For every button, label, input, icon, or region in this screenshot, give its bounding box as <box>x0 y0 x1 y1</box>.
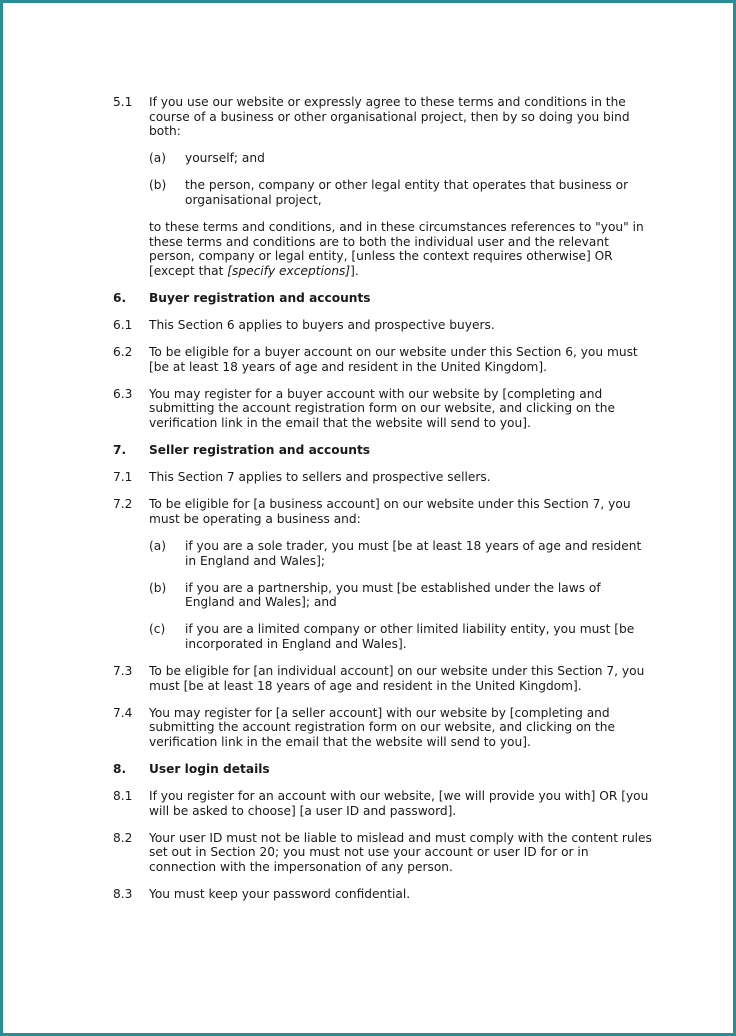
continuation-italic: [specify exceptions] <box>227 263 351 278</box>
subclause-letter: (a) <box>149 538 166 553</box>
subclause-text: if you are a limited company or other limited liability entity, you must [be incorporated in England and Wales]. <box>185 622 635 651</box>
document-content <box>113 95 653 914</box>
subclause-letter: (b) <box>149 178 167 193</box>
subclause-text: the person, company or other legal entity that operates that business or organisational project, <box>185 178 629 207</box>
continuation-text: to these terms and conditions, and in these circumstances references to "you" in these terms and conditions are to both the individual user and the relevant person, company or legal entity, [unless the context requires otherwise] OR [except that <box>149 220 644 278</box>
clause-7-2-b <box>113 581 653 610</box>
clause-number: 7.1 <box>113 470 133 485</box>
clause-6-3 <box>113 387 653 431</box>
clause-number: 7.4 <box>113 705 133 720</box>
clause-text: To be eligible for [an individual account] on our website under this Section 7, you must [be at least 18 years of age and resident in the United Kingdom]. <box>149 664 645 693</box>
clause-number: 6.3 <box>113 386 133 401</box>
clause-6-2 <box>113 345 653 374</box>
clause-number: 8.2 <box>113 830 133 845</box>
section-title: Seller registration and accounts <box>149 443 371 458</box>
clause-8-3 <box>113 887 653 902</box>
section-number: 6. <box>113 290 127 305</box>
clause-text: Your user ID must not be liable to mislead and must comply with the content rules set out in Section 20; you must not use your account or user ID for or in connection with the impersonation of any person. <box>149 830 652 874</box>
clause-number: 7.3 <box>113 664 133 679</box>
continuation-end: ]. <box>350 263 359 278</box>
clause-5-1-continuation <box>113 220 653 278</box>
section-6-heading <box>113 291 653 306</box>
clause-7-2-a <box>113 539 653 568</box>
clause-number: 8.1 <box>113 789 133 804</box>
section-7-heading <box>113 443 653 458</box>
clause-text: To be eligible for [a business account] on our website under this Section 7, you must be operating a business and: <box>149 497 631 526</box>
clause-text: You must keep your password confidential. <box>149 887 411 902</box>
clause-5-1-a <box>113 151 653 166</box>
clause-text: You may register for a buyer account with our website by [completing and submitting the account registration form on our website, and clicking on the verification link in the email that the website will send to you]. <box>149 386 616 430</box>
section-number: 8. <box>113 762 127 776</box>
clause-text: If you use our website or expressly agree to these terms and conditions in the course of a business or other organisational project, then by so doing you bind both: <box>149 95 630 139</box>
clause-number: 8.3 <box>113 887 133 902</box>
clause-text: This Section 6 applies to buyers and prospective buyers. <box>149 318 495 333</box>
clause-8-2 <box>113 831 653 875</box>
clause-7-2-c <box>113 622 653 651</box>
clause-7-4 <box>113 706 653 750</box>
clause-number: 7.2 <box>113 497 133 512</box>
clause-8-1 <box>113 789 653 818</box>
clause-5-1 <box>113 95 653 139</box>
clause-number: 5.1 <box>113 95 133 109</box>
subclause-letter: (b) <box>149 580 167 595</box>
clause-5-1-b <box>113 178 653 207</box>
subclause-letter: (c) <box>149 622 166 637</box>
subclause-text: if you are a sole trader, you must [be at least 18 years of age and resident in England and Wales]; <box>185 538 642 568</box>
section-8-heading <box>113 762 653 777</box>
clause-7-2 <box>113 497 653 526</box>
section-title: User login details <box>149 762 270 776</box>
clause-7-1 <box>113 470 653 485</box>
section-number: 7. <box>113 443 127 458</box>
subclause-letter: (a) <box>149 151 166 166</box>
clause-text: To be eligible for a buyer account on our website under this Section 6, you must [be at least 18 years of age and resident in the United Kingdom]. <box>149 345 638 374</box>
clause-text: This Section 7 applies to sellers and prospective sellers. <box>149 470 491 485</box>
clause-text: You may register for [a seller account] with our website by [completing and submitting the account registration form on our website, and clicking on the verification link in the email that the website will send to you]. <box>149 705 616 749</box>
clause-number: 6.2 <box>113 345 133 360</box>
clause-6-1 <box>113 318 653 333</box>
clause-text: If you register for an account with our website, [we will provide you with] OR [you will be asked to choose] [a user ID and password]. <box>149 789 649 818</box>
clause-7-3 <box>113 664 653 693</box>
subclause-text: yourself; and <box>185 151 265 166</box>
section-title: Buyer registration and accounts <box>149 290 371 305</box>
clause-number: 6.1 <box>113 318 133 333</box>
subclause-text: if you are a partnership, you must [be established under the laws of England and Wales]; and <box>185 580 601 610</box>
